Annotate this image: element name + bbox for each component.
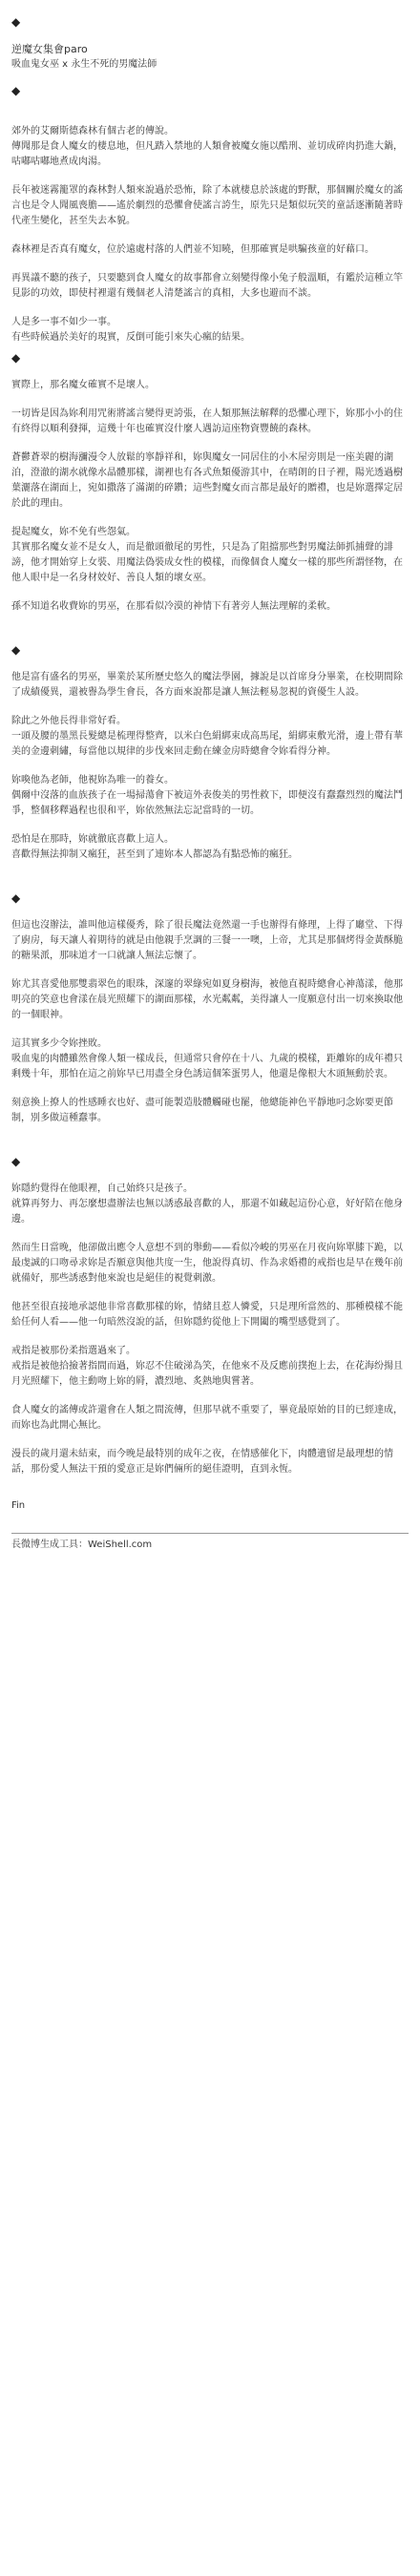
section-divider-icon: ◆ (11, 643, 21, 657)
section-divider-icon: ◆ (11, 891, 21, 905)
paragraph: 戒指是被他拾撿著指間而過，妳忍不住破涕為笑，在他來不及反應前撲抱上去，在花海纷揚且月光照耀下，他主動吻上妳的脣，濃烈地、炙熱地與嘗著。 (11, 1361, 403, 1387)
paragraph: 漫長的歲月還未結束，而今晚是最特別的成年之夜，在情感催化下，肉體遺留是最理想的情話，那份愛人無法干預的愛意正是妳們倆所的絕佳證明，直到永恆。 (11, 1449, 393, 1475)
paragraph: 就算再努力、再怎麼想盡辦法也無以誘惑最喜歡的人，那還不如藏起這份心意，好好陪在他身邊。 (11, 1199, 403, 1225)
paragraph: 森林裡是否真有魔女，位於遠處村落的人們並不知曉，但那確實是哄騙孩童的好藉口。 (11, 244, 374, 255)
paragraph: 實際上，那名魔女確實不是壞人。 (11, 380, 155, 390)
paragraph: 郊外的艾爾斯德森林有個古老的傳說。 (11, 126, 174, 136)
paragraph: 一切皆是因為妳利用咒術將謠言變得更誇張，在人類那無法解釋的恐懼心理下，妳那小小的住有終得以順利發揮，這幾十年也確實沒什麼人遇訪這座物資豐饒的森林。 (11, 408, 403, 434)
paragraph: 偶爾中沒落的血族孩子在一場掃蕩會下被這外表俊美的男性救下，即便沒有蠢蠢烈烈的魔法鬥爭，整個移釋過程也很和平，妳依然無法忘記當時的一切。 (11, 790, 403, 816)
paragraph: 孫不知道名收費妳的男巫，在那看似冷漠的神情下有著旁人無法理解的柔軟。 (11, 601, 336, 612)
document-title: 逆魔女集會paro (11, 43, 88, 55)
footer-divider (11, 1533, 409, 1534)
paragraph: 妳隱約覺得在他眼裡，自己始終只是孩子。 (11, 1183, 193, 1194)
paragraph: 喜歡得無法抑制又瘋狂，甚至到了連妳本人都認為有點恐怖的瘋狂。 (11, 849, 298, 860)
paragraph: 長年被迷霧籠罩的森林對人類來說過於恐怖，除了本就棲息於該處的野獸，那個關於魔女的謠言也是令人聞風喪膽——遙於劇烈的恐懼會使謠言誇生，原先只是類似玩笑的童話逐漸隨著時代產生變化，甚至失去本貌。 (11, 185, 403, 226)
paragraph: 妳喚他為老師，他視妳為唯一的養女。 (11, 775, 174, 785)
paragraph: 恐怕是在那時，妳就徹底喜歡上這人。 (11, 834, 174, 845)
paragraph: 戒指是被那份柔指選過來了。 (11, 1346, 136, 1356)
paragraph: 傳聞那是食人魔女的棲息地，但凡踏入禁地的人類會被魔女施以酷刑、並切成碎肉扔進大鍋，咕嘟咕嘟地煮成肉湯。 (11, 141, 403, 167)
paragraph: 食人魔女的謠傳或許還會在人類之間流傳，但那早就不重要了，畢竟最原始的目的已經達成，而妳也為此開心無比。 (11, 1405, 403, 1431)
footer-label: 長微博生成工具：WeiShell.com (11, 1539, 153, 1550)
paragraph: 他甚至很直接地承認他非常喜歡那樣的妳，情緒且惹人憐愛，只是理所當然的、那種模樣不能給任何人看——他一句暗然沒說的話，但妳隱約從他上下開闔的嘴型感覺到了。 (11, 1302, 403, 1328)
paragraph: 這其實多少令妳挫敗。 (11, 1038, 107, 1049)
section-divider-icon: ◆ (11, 1155, 21, 1168)
paragraph: 刻意換上撩人的性感睡衣也好、盡可能製造肢體觸碰也罷，他總能神色平靜地叼念妳要更節制，別多做這種蠢事。 (11, 1098, 393, 1123)
paragraph: 他是富有盛名的男巫，畢業於某所歷史悠久的魔法學園，據說是以首席身分畢業，在校期間除了成績優異，還被譽為學生會長，各方面來說都是讓人無法輕易忽視的資優生人設。 (11, 672, 403, 698)
section-divider-icon: ◆ (11, 351, 21, 365)
paragraph: 再異議不聽的孩子，只要聽到食人魔女的故事都會立刻變得像小兔子般溫順，有鑑於這種立竿見影的功效，即使村裡還有幾個老人清楚謠言的真相，大多也避而不談。 (11, 273, 403, 299)
paragraph: 除此之外他長得非常好看。 (11, 716, 126, 726)
paragraph: 吸血鬼的肉體雖然會像人類一樣成長，但通常只會停在十八、九歲的模樣，距離妳的成年禮只剩幾十年，那怕在這之前妳早已用盡全身色誘這個笨蛋男人，他還是像根大木頭無動於衷。 (11, 1054, 403, 1079)
paragraph: 提起魔女，妳不免有些怨氣。 (11, 527, 136, 537)
paragraph: 然而生日當晚，他卻做出應令人意想不到的舉動——看似冷峻的男巫在月夜向妳單膝下跪，以最虔誠的口吻尋求妳是否願意與他共度一生，他說得真切、作為求婚禮的戒指也是早在幾年前就備好，那些誘惑對他來說也是絕佳的視覺刺激。 (11, 1243, 403, 1284)
paragraph: 妳尤其喜愛他那雙翡翠色的眼珠，深邃的翠綠宛如夏身樹海，被他直視時總會心神蕩漾，他那明亮的笑意也會漾在晨光照耀下的湖面那樣，水光粼粼，美得讓人一度願意付出一切來換取他的一個眼神。 (11, 979, 403, 1020)
paragraph: 有些時候過於美好的現實，反倒可能引來失心瘋的結果。 (11, 332, 250, 343)
paragraph: 但這也沒辦法，誰叫他這樣優秀，除了很長魔法竟然還一手也辦得有條理，上得了廳堂、下得了廚房，每天讓人着期待的就是由他親手烹調的三餐一一噢，上帝，尤其是那個烤得金黃酥脆的糖果派，那味道才一口就讓人無法忘懷了。 (11, 920, 403, 961)
paragraph: 蒼鬱蒼翠的樹海瀰漫令人放鬆的寧靜祥和，妳與魔女一同居住的小木屋旁則是一座美麗的湖泊，澄澈的湖水就像水晶體那樣，湖裡也有各式魚類優游其中，在晴朗的日子裡，陽光透過樹葉灑落在湖面上，宛如撒落了滿湖的碎鑽；這些對魔女而言都是最好的贈禮，也是妳選擇定居於此的理由。 (11, 452, 403, 509)
document-subtitle: 吸血鬼女巫 x 永生不死的男魔法師 (11, 59, 158, 70)
paragraph: 其實那名魔女並不是女人，而是徹頭徹尾的男性，只是為了阻擋那些對男魔法師抓捕聲的誹謗，他才開始穿上女裝、用魔法偽裝成女性的模樣，而像個食人魔女一樣的那些所謂怪物，在他人眼中是一名身材姣好、善良人類的壞女巫。 (11, 542, 403, 583)
paragraph: 人是多一事不如少一事。 (11, 317, 116, 327)
ending-text: Fin (11, 1500, 26, 1511)
paragraph: 一頭及腰的墨黑長髮總是梳理得整齊，以米白色絹綁束成高馬尾，絹綁束敷光滑，邊上帶有華美的金邊刺繡，每當他以規律的步伐來回走動在練金房時總會令妳看得分神。 (11, 731, 403, 757)
section-divider-icon: ◆ (11, 15, 21, 29)
section-divider-icon: ◆ (11, 84, 21, 97)
